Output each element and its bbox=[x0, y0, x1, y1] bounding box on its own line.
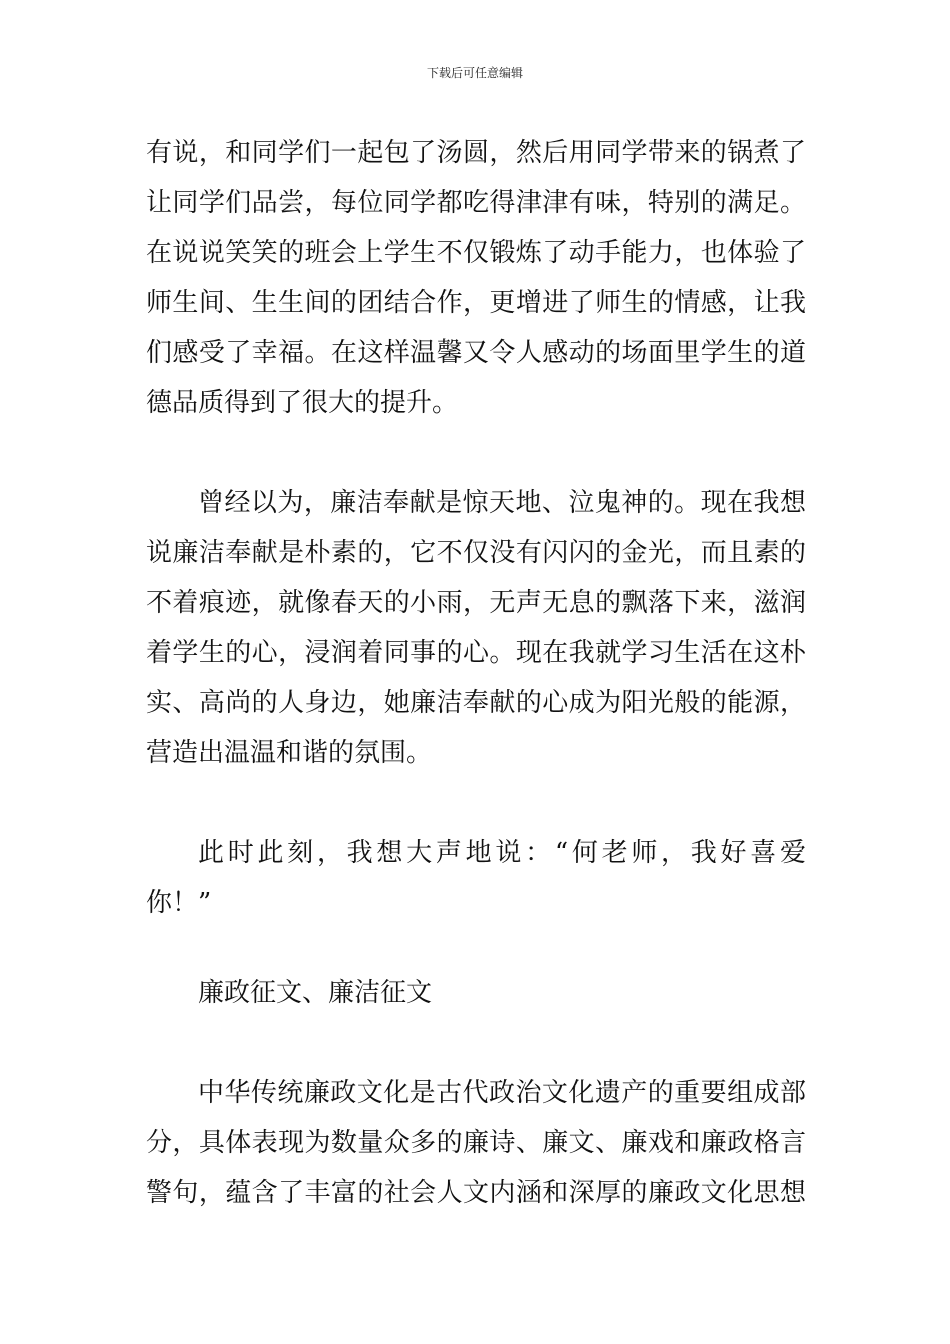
paragraph-1 bbox=[146, 128, 806, 428]
paragraph-line: 在说说笑笑的班会上学生不仅锻炼了动手能力，也体验了 bbox=[146, 238, 806, 268]
page-header: 下载后可任意编辑 bbox=[426, 66, 523, 80]
paragraph-line: 师生间、生生间的团结合作，更增进了师生的情感，让我 bbox=[146, 288, 806, 318]
paragraph-line: 曾经以为，廉洁奉献是惊天地、泣鬼神的。现在我想 bbox=[198, 488, 806, 518]
paragraph-spacer bbox=[146, 1018, 806, 1068]
paragraph-line: 让同学们品尝，每位同学都吃得津津有味，特别的满足。 bbox=[146, 188, 806, 218]
paragraph-3 bbox=[146, 828, 806, 928]
section-title bbox=[146, 968, 806, 1018]
paragraph-spacer bbox=[146, 928, 806, 968]
paragraph-line: 有说，和同学们一起包了汤圆，然后用同学带来的锅煮了 bbox=[146, 138, 806, 168]
paragraph-2 bbox=[146, 478, 806, 778]
paragraph-line: 警句，蕴含了丰富的社会人文内涵和深厚的廉政文化思想 bbox=[146, 1178, 806, 1208]
paragraph-line: 分，具体表现为数量众多的廉诗、廉文、廉戏和廉政格言 bbox=[146, 1128, 806, 1158]
paragraph-line: 中华传统廉政文化是古代政治文化遗产的重要组成部 bbox=[198, 1078, 806, 1108]
paragraph-line: 们感受了幸福。在这样温馨又令人感动的场面里学生的道 bbox=[146, 338, 806, 368]
paragraph-line: 营造出温温和谐的氛围。 bbox=[146, 738, 433, 768]
document-body bbox=[146, 128, 806, 1218]
paragraph-line: 说廉洁奉献是朴素的，它不仅没有闪闪的金光，而且素的 bbox=[146, 538, 806, 568]
paragraph-spacer bbox=[146, 428, 806, 478]
paragraph-5 bbox=[146, 1068, 806, 1218]
paragraph-line: 实、高尚的人身边，她廉洁奉献的心成为阳光般的能源， bbox=[146, 688, 806, 718]
paragraph-line: 此时此刻，我想大声地说：“何老师，我好喜爱 bbox=[198, 838, 806, 868]
paragraph-line: 着学生的心，浸润着同事的心。现在我就学习生活在这朴 bbox=[146, 638, 806, 668]
paragraph-spacer bbox=[146, 778, 806, 828]
section-title-text: 廉政征文、廉洁征文 bbox=[198, 978, 433, 1008]
paragraph-line: 不着痕迹，就像春天的小雨，无声无息的飘落下来，滋润 bbox=[146, 588, 806, 618]
paragraph-line: 德品质得到了很大的提升。 bbox=[146, 388, 459, 418]
paragraph-line: 你！” bbox=[146, 888, 212, 918]
